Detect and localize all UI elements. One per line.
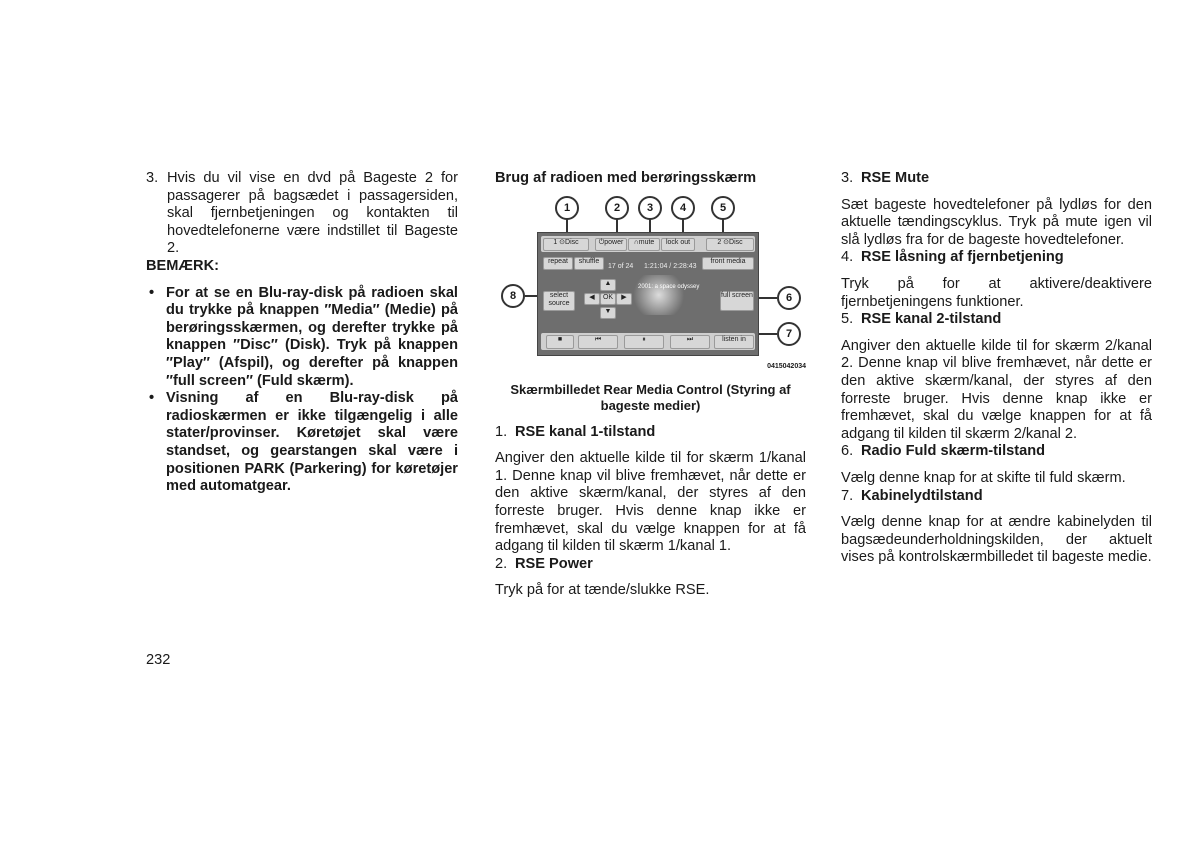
item-7-heading: [841, 488, 1152, 506]
disc-2-label: Disc: [729, 238, 743, 246]
rse-channel-1-button[interactable]: 1 ⊙Disc: [543, 238, 589, 251]
callout-6: 6: [777, 286, 801, 310]
callout-8: 8: [501, 284, 525, 308]
callout-line: [757, 297, 777, 299]
item-3-text: Sæt bageste hovedtelefoner på lydløs for den aktuelle tændingscyklus. Tryk på mute igen vil slå lydløs fra for de bageste hovedtelefoner.: [841, 196, 1152, 248]
item-4-title: RSE låsning af fjernbetjening: [861, 249, 1064, 266]
rear-media-screen: [537, 232, 759, 356]
listen-in-button[interactable]: [714, 335, 754, 349]
item-5-title: RSE kanal 2-tilstand: [861, 311, 1002, 328]
note-bullet-text: Visning af en Blu-ray-disk på radioskærmen er ikke tilgængelig i alle stater/provinser. Køretøjet skal være standset, og gearstangen skal være i positionen PARK (Parkering) for køretøjer med automatgear.: [166, 390, 458, 495]
item-6-title: Radio Fuld skærm-tilstand: [861, 443, 1046, 460]
screen-1-label: 1: [553, 238, 558, 246]
item-5-text: Angiver den aktuelle kilde til for skærm 2/kanal 2. Denne knap vil blive fremhævet, når dette er den aktive skærm/kanal, der styres af den forreste bruger. Hvis denne knap ikke er fremhævet, skal du vælge knappen for at få adgang til kilden til skærm 2/kanal 2.: [841, 337, 1152, 442]
step-3-number: 3.: [146, 170, 159, 186]
figure-caption: Skærmbilledet Rear Media Control (Styring af bageste medier): [510, 381, 791, 413]
full-screen-button[interactable]: [720, 291, 754, 311]
select-source-button[interactable]: [543, 291, 575, 311]
shuffle-label: shuffle: [578, 257, 600, 265]
item-1-title: RSE kanal 1-tilstand: [515, 423, 656, 440]
screen-2-label: 2: [717, 238, 722, 246]
callout-line: [649, 218, 651, 233]
item-2-text: Tryk på for at tænde/slukke RSE.: [495, 582, 710, 599]
right-column: [841, 170, 1152, 567]
repeat-button[interactable]: [543, 257, 573, 270]
item-1-text: Angiver den aktuelle kilde til for skærm 1/kanal 1. Denne knap vil blive fremhævet, når dette er den aktive skærm/kanal, der styres af den forreste bruger. Hvis denne knap ikke er fremhævet, skal du vælge knappen for at få adgang til kilden til skærm 1/kanal 1.: [495, 450, 806, 555]
item-7-text: Vælg denne knap for at ændre kabinelyden til bagsædeunderholdningskilden, der aktuelt vises på kontrolskærmbilledet til bageste medie.: [841, 514, 1152, 566]
item-5-number: 5.: [841, 311, 854, 328]
rear-media-control-figure: [495, 196, 806, 376]
rse-channel-2-button[interactable]: 2 ⊙Disc: [706, 238, 754, 251]
callout-line: [616, 218, 618, 233]
item-7-title: Kabinelydtilstand: [861, 487, 983, 504]
next-button[interactable]: ⏭: [670, 335, 710, 349]
lockout-label: lock out: [665, 238, 691, 246]
callout-line: [566, 218, 568, 233]
item-2-heading: [495, 556, 806, 574]
item-4-text: Tryk på for at aktivere/deaktivere fjernbetjeningens funktioner.: [841, 275, 1152, 310]
callout-line: [682, 218, 684, 233]
item-4-number: 4.: [841, 249, 854, 266]
callout-line: [722, 218, 724, 233]
callout-3: 3: [638, 196, 662, 220]
figure-code: 0415042034: [767, 363, 806, 370]
item-4-heading: [841, 249, 1152, 267]
item-6-text: Vælg denne knap for at skifte til fuld skærm.: [841, 469, 1126, 486]
down-arrow-button[interactable]: ▼: [600, 307, 616, 319]
step-3: [146, 170, 458, 258]
note-bullet: [146, 390, 458, 496]
repeat-label: repeat: [548, 257, 568, 265]
power-label: power: [604, 238, 624, 246]
callout-1: 1: [555, 196, 579, 220]
disc-1-label: Disc: [565, 238, 579, 246]
track-indicator: 17 of 24: [608, 262, 634, 270]
left-column: [146, 170, 458, 496]
item-3-number: 3.: [841, 170, 854, 186]
callout-4: 4: [671, 196, 695, 220]
ok-button[interactable]: [600, 293, 616, 305]
callout-line: [757, 333, 777, 335]
listen-in-label: listen in: [722, 335, 746, 343]
previous-button[interactable]: ⏮: [578, 335, 618, 349]
item-3-title: RSE Mute: [861, 170, 930, 186]
bullet-dot: •: [149, 390, 155, 407]
select-source-label: select source: [548, 291, 570, 307]
callout-2: 2: [605, 196, 629, 220]
item-1-heading: [495, 424, 806, 442]
rse-lockout-button[interactable]: [661, 238, 695, 251]
rse-mute-button[interactable]: ∩mute: [628, 238, 660, 251]
item-3-heading: [841, 170, 1152, 188]
item-5-heading: [841, 311, 1152, 329]
item-7-number: 7.: [841, 487, 854, 504]
note-bullets: [146, 285, 458, 496]
callout-5: 5: [711, 196, 735, 220]
step-3-text: Hvis du vil vise en dvd på Bageste 2 for passagerer på bagsædet i passagersiden, skal fjernbetjeningen og kontakten til hovedtelefonerne være indstillet til Bageste 2.: [167, 170, 458, 257]
full-screen-label: full screen: [721, 291, 753, 299]
ok-label: OK: [602, 293, 614, 301]
note-bullet-text: For at se en Blu-ray-disk på radioen skal du trykke på knappen ″Media″ (Medie) på berøringsskærmen, og derefter trykke på knappen ″Disc″ (Disk). Tryk på knappen ″Play″ (Afspil), og derefter på knappen ″full screen″ (Fuld skærm).: [166, 284, 458, 389]
callout-7: 7: [777, 322, 801, 346]
page-number: 232: [146, 652, 171, 668]
item-6-heading: [841, 443, 1152, 461]
shuffle-button[interactable]: [574, 257, 604, 270]
stop-button[interactable]: ■: [546, 335, 574, 349]
front-media-button[interactable]: [702, 257, 754, 270]
middle-column: [495, 170, 806, 600]
pause-button[interactable]: ⏸: [624, 335, 664, 349]
note-heading: BEMÆRK:: [146, 257, 219, 274]
section-title: Brug af radioen med berøringsskærm: [495, 170, 757, 186]
item-2-title: RSE Power: [515, 555, 593, 572]
album-title: 2001: a space odyssey: [638, 283, 700, 290]
time-indicator: 1:21:04 / 2:28:43: [644, 262, 697, 270]
right-arrow-button[interactable]: ▶: [616, 293, 632, 305]
rse-power-button[interactable]: ⏻power: [595, 238, 627, 251]
item-1-number: 1.: [495, 423, 508, 440]
front-media-label: front media: [710, 257, 746, 265]
note-bullet: [146, 285, 458, 391]
item-2-number: 2.: [495, 555, 508, 572]
left-arrow-button[interactable]: ◀: [584, 293, 600, 305]
item-6-number: 6.: [841, 443, 854, 460]
bullet-dot: •: [149, 284, 155, 301]
up-arrow-button[interactable]: ▲: [600, 279, 616, 291]
mute-label: mute: [638, 238, 655, 246]
